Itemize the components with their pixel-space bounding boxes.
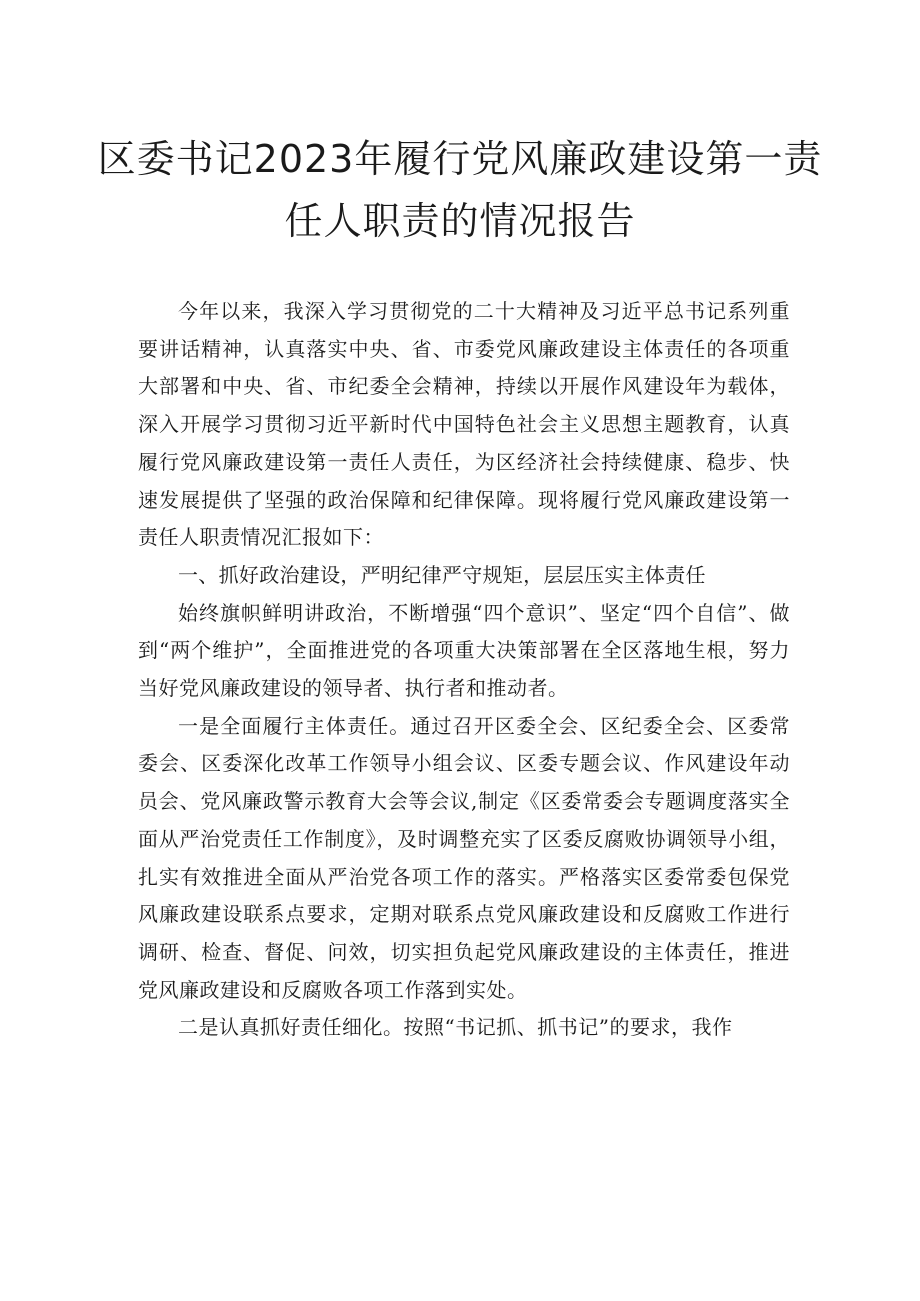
paragraph-politics: 始终旗帜鲜明讲政治，不断增强“四个意识”、坚定“四个自信”、做到“两个维护”，全面推进党的各项重大决策部署在全区落地生根，努力当好党风廉政建设的领导者、执行者和推动者。	[138, 600, 790, 701]
paragraph-refinement: 二是认真抓好责任细化。按照“书记抓、抓书记”的要求，我作	[178, 1015, 733, 1040]
document-title-line-2: 任人职责的情况报告	[284, 199, 636, 243]
paragraph-intro: 今年以来，我深入学习贯彻党的二十大精神及习近平总书记系列重要讲话精神，认真落实中央、省、市委党风廉政建设主体责任的各项重大部署和中央、省、市纪委全会精神，持续以开展作风建设年为载体，深入开展学习贯彻习近平新时代中国特色社会主义思想主题教育，认真履行党风廉政建设第一责任人责任，为区经济社会持续健康、稳步、快速发展提供了坚强的政治保障和纪律保障。现将履行党风廉政建设第一责任人职责情况汇报如下：	[138, 299, 790, 550]
document-title-line-1: 区委书记2023年履行党风廉政建设第一责	[97, 137, 823, 181]
paragraph-responsibility: 一是全面履行主体责任。通过召开区委全会、区纪委全会、区委常委会、区委深化改革工作领导小组会议、区委专题会议、作风建设年动员会、党风廉政警示教育大会等会议,制定《区委常委会专题调度落实全面从严治党责任工作制度》，及时调整充实了区委反腐败协调领导小组，扎实有效推进全面从严治党各项工作的落实。严格落实区委常委包保党风廉政建设联系点要求，定期对联系点党风廉政建设和反腐败工作进行调研、检查、督促、问效，切实担负起党风廉政建设的主体责任，推进党风廉政建设和反腐败各项工作落到实处。	[138, 713, 790, 1002]
section-heading-1: 一、抓好政治建设，严明纪律严守规矩，层层压实主体责任	[178, 562, 706, 587]
document-body	[138, 293, 790, 1047]
